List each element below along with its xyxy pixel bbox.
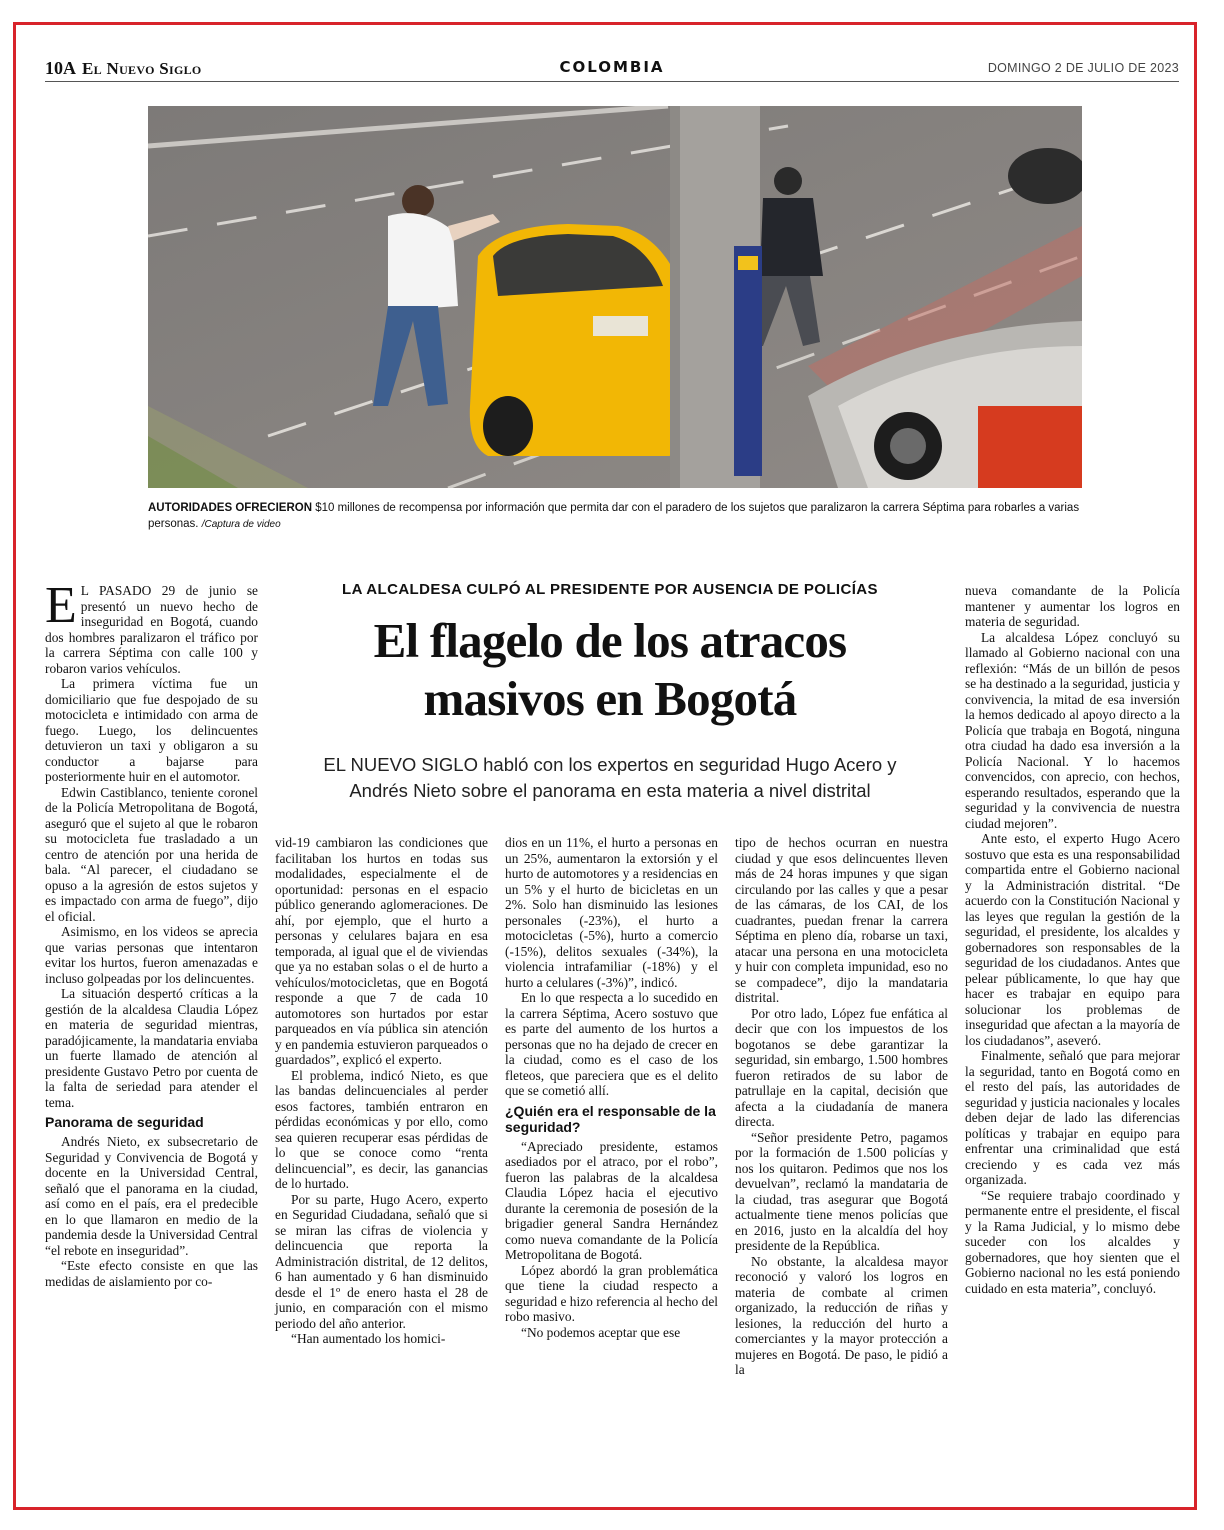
paragraph: No obstante, la alcaldesa mayor reconoció y valoró los logros en materia de combate al crimen organizado, la reducción de riñas y lesiones, la reducción del hurto a comerciantes y la mayor protección a mujeres en Bogotá. De paso, le pidió a la bbox=[735, 1253, 948, 1377]
article-column-5 bbox=[965, 583, 1180, 1296]
publication-name: El Nuevo Siglo bbox=[82, 59, 202, 78]
news-photo bbox=[148, 106, 1082, 488]
article-column-2 bbox=[275, 835, 488, 1347]
paragraph: López abordó la gran problemática que tiene la ciudad respecto a seguridad e hizo referencia al hecho del robo masivo. bbox=[505, 1262, 718, 1324]
paragraph: Asimismo, en los videos se aprecia que varias personas que intentaron evitar los hurtos, fueron amenazadas e incluso golpeadas por los delincuentes. bbox=[45, 924, 258, 986]
taxi-shape bbox=[470, 224, 693, 456]
headline-line-2: masivos en Bogotá bbox=[423, 671, 797, 726]
article-column-1 bbox=[45, 577, 258, 1289]
caption-text: $10 millones de recompensa por información que permita dar con el paradero de los sujetos que paralizaron la carrera Séptima para robarles a varias personas. bbox=[148, 502, 1080, 530]
paragraph: “Señor presidente Petro, pagamos por la formación de 1.500 policías y nos los quitaron. Pedimos que nos los devuelvan”, reclamó la mandataria de la ciudad, tras asegurar que Bogotá actualmente tiene menos policías que en 2016, justo en la alcaldía del hoy presidente de la República. bbox=[735, 1129, 948, 1253]
paragraph: Por otro lado, López fue enfática al decir que con los impuestos de los bogotanos se debe garantizar la seguridad, sin embargo, 1.500 hombres fueron retirados de su labor de patrullaje en la capital, decisión que afecta a la ciudadanía de manera directa. bbox=[735, 1005, 948, 1129]
paragraph: La primera víctima fue un domiciliario que fue despojado de su motocicleta e intimidado con arma de fuego. Luego, los delincuentes detuvieron un taxi y obligaron a su conductor a bajarse para posteriormente huir en el automotor. bbox=[45, 676, 258, 784]
caption-credit: /Captura de video bbox=[201, 519, 281, 530]
lead-smallcaps: L PASADO bbox=[80, 583, 152, 598]
paragraph: El problema, indicó Nieto, es que las bandas delincuenciales al perder esos factores, también entraron en pérdidas económicas y por ello, como sea quieren recuperar esas pérdidas de lo que se conoce como “renta delincuencial”, es decir, las ganancias de lo hurtado. bbox=[275, 1067, 488, 1191]
paragraph bbox=[45, 577, 258, 676]
paragraph: “Apreciado presidente, estamos asediados por el atraco, por el robo”, fueron las palabras de la alcaldesa Claudia López hacia el ejecutivo durante la ceremonia de posesión de la brigadier general Sandra Hernández como nueva comandante de la Policía Metropolitana de Bogotá. bbox=[505, 1138, 718, 1262]
paragraph: Finalmente, señaló que para mejorar la seguridad, tanto en Bogotá como en el resto del país, las autoridades de seguridad y justicia nacionales y locales deben dejar de lado las diferencias políticas y trabajar en equipo para enfrentar una criminalidad que está creciendo y es cada vez más organizada. bbox=[965, 1048, 1180, 1187]
article-column-4 bbox=[735, 835, 948, 1378]
page-number: 10A bbox=[45, 58, 76, 78]
paragraph: La situación despertó críticas a la gestión de la alcaldesa Claudia López en materia de seguridad mientras, paradójicamente, la mandataria enviaba un fuerte llamado de atención al presidente Gustavo Petro por cuenta de la falta de seriedad para atender el tema. bbox=[45, 986, 258, 1110]
section-subhead: ¿Quién era el responsable de la seguridad? bbox=[505, 1102, 716, 1135]
headline-line-1: El flagelo de los atracos bbox=[373, 613, 847, 668]
paragraph: “No podemos aceptar que ese bbox=[521, 1324, 681, 1340]
paragraph: Ante esto, el experto Hugo Acero sostuvo que esta es una responsabilidad compartida entre el Gobierno nacional y la Administración distrital. “De acuerdo con la Constitución Nacional y las leyes que regulan la gestión de la seguridad, el presidente, los alcaldes y gobernadores son responsables de la seguridad de los ciudadanos. Antes que pelear públicamente, lo que hay que hacer es trabajar en equipo para solucionar los problemas de inseguridad que afectan a la mayoría de los ciudadanos”, aseveró. bbox=[965, 831, 1180, 1048]
article-kicker: LA ALCALDESA CULPÓ AL PRESIDENTE POR AUSENCIA DE POLICÍAS bbox=[342, 581, 878, 598]
article-headline bbox=[290, 612, 930, 728]
paragraph: La alcaldesa López concluyó su llamado al Gobierno nacional con una reflexión: “Más de un billón de pesos se ha destinado a la seguridad, justicia y convivencia, la mitad de esa inversión la hemos dedicado al apoyo directo a la Policía que trabaja en Bogotá, ninguna otra ciudad ha dado esa inversión a la Policía Nacional. Y lo hacemos convencidos, con aprecio, con hechos, esperando resultados, esperando que la seguridad y la convivencia de nuestra ciudad mejoren”. bbox=[965, 629, 1180, 831]
section-subhead: Panorama de seguridad bbox=[45, 1114, 204, 1130]
street-robbery-illustration bbox=[148, 106, 1082, 488]
subhead-line-2: Andrés Nieto sobre el panorama en esta materia a nivel distrital bbox=[349, 780, 871, 801]
paragraph: Andrés Nieto, ex subsecretario de Seguridad y Convivencia de Bogotá y docente en la Universidad Central, señaló que el panorama en la ciudad, así como en el país, era el predecible en lo que llamaron en medio de la pandemia desde la Universidad Central “el rebote en inseguridad”. bbox=[45, 1134, 258, 1258]
paragraph: nueva comandante de la Policía mantener y aumentar los logros en materia de seguridad. bbox=[965, 583, 1180, 629]
subhead-line-1: EL NUEVO SIGLO habló con los expertos en seguridad Hugo Acero y bbox=[323, 754, 897, 775]
lead-text: 29 de junio se presentó un nuevo hecho de inseguridad en Bogotá, cuando dos hombres paralizaron el tráfico por la carrera Séptima con calle 100 y robaron varios vehículos. bbox=[45, 583, 258, 676]
paragraph: tipo de hechos ocurran en nuestra ciudad y que esos delincuentes lleven más de 24 horas impunes y que sigan circulando por las calles y que a pesar de las cámaras, de los CAI, de los cuadrantes, puedan frenar la carrera Séptima en pleno día, robarse un taxi, atacar una persona en una motocicleta y huir con completa impunidad, eso no se compadece”, dijo la mandataria distrital. bbox=[735, 835, 948, 1005]
paragraph: vid-19 cambiaron las condiciones que facilitaban los hurtos en todas sus modalidades, especialmente el de oportunidad: personas en el espacio público generando aglomeraciones. De ahí, por ejemplo, que el hurto a personas y celulares bajara en esa temporada, al igual que el de viviendas que ya no estaban solas o el de hurto a vehículos/motocicletas, que en Bogotá responde a que 7 de cada 10 automotores son hurtados por estar parqueados en vía pública sin atención y en pandemia estuvieron parqueados o guardados”, explicó el experto. bbox=[275, 835, 488, 1067]
paragraph: Por su parte, Hugo Acero, experto en Seguridad Ciudadana, señaló que si se miran las cifras de violencia y delincuencia que reporta la Administración distrital, de 12 delitos, 6 han aumentado y 6 han disminuido desde el 1º de enero hasta el 28 de junio, en comparación con el mismo periodo del año anterior. bbox=[275, 1191, 488, 1331]
paragraph: “Han aumentado los homici- bbox=[291, 1331, 446, 1346]
paragraph: Edwin Castiblanco, teniente coronel de la Policía Metropolitana de Bogotá, aseguró que el sujeto al que le robaron su motocicleta fue trasladado a un centro de atención por una herida de bala. “Al parecer, el ciudadano se opuso a la agresión de estos sujetos y es impactado con arma de fuego”, dijo el oficial. bbox=[45, 784, 258, 924]
article-column-3 bbox=[505, 835, 718, 1340]
paragraph: En lo que respecta a lo sucedido en la carrera Séptima, Acero sostuvo que es parte del aumento de los hurtos a personas que no ha dejado de crecer en la ciudad, como es el caso de los fleteos, que pareciera que es el delito que se cometió allí. bbox=[505, 990, 718, 1098]
page-header bbox=[45, 58, 1179, 80]
paragraph: dios en un 11%, el hurto a personas en un 25%, aumentaron la extorsión y el hurto de automotores y a residencias en un 5% y el hurto de bicicletas en un 2%. Solo han disminuido las lesiones personales (-23%), el hurto a motocicletas (-5%), hurto a comercio (-15%), delitos sexuales (-34%), la violencia intrafamiliar (-18%) y el hurto a celulares (-3%)”, indicó. bbox=[505, 835, 718, 990]
paragraph: “Este efecto consiste en que las medidas de aislamiento por co- bbox=[45, 1258, 258, 1289]
header-rule bbox=[45, 81, 1179, 82]
caption-lead: AUTORIDADES OFRECIERON bbox=[148, 502, 312, 514]
paragraph: “Se requiere trabajo coordinado y permanente entre el presidente, el fiscal y la Rama Judicial, y lo mismo debe suceder con los alcaldes y gobernadores, que hoy sienten que el Gobierno nacional no les está poniendo cuidado en esta materia”, concluyó. bbox=[965, 1187, 1180, 1296]
issue-date: DOMINGO 2 DE JULIO DE 2023 bbox=[987, 61, 1179, 75]
article-subheadline bbox=[300, 752, 920, 804]
section-name: COLOMBIA bbox=[559, 58, 665, 76]
drop-cap: E bbox=[45, 577, 77, 634]
photo-caption bbox=[148, 500, 1082, 533]
